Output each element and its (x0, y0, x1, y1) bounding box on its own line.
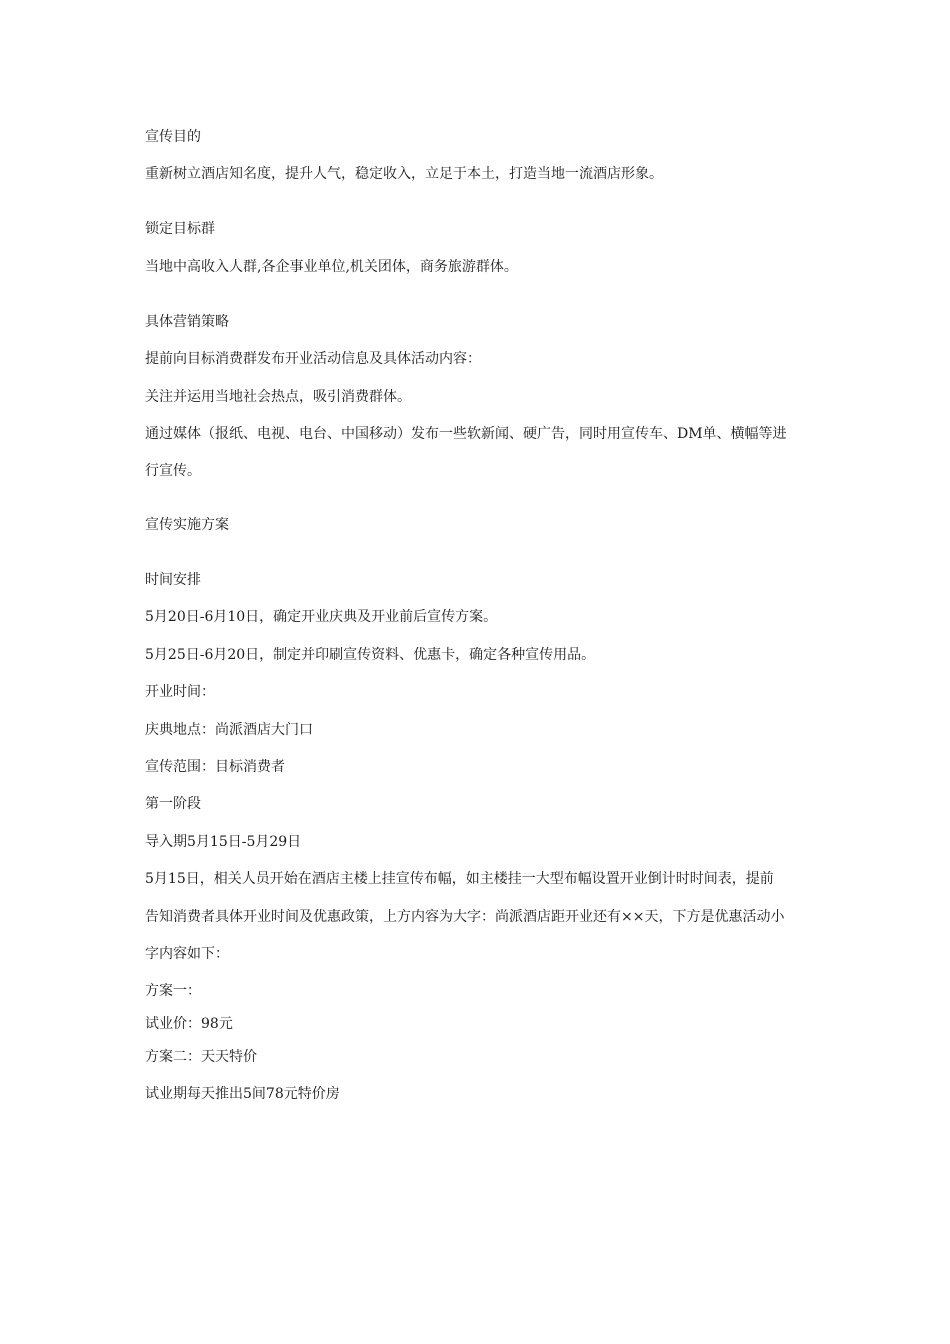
paragraph-strategy-3-line-1: 通过媒体（报纸、电视、电台、中国移动）发布一些软新闻、硬广告，同时用宣传车、DM单、横幅等进 (145, 426, 787, 442)
paragraph-schedule-1: 5月20日-6月10日，确定开业庆典及开业前后宣传方案。 (145, 609, 498, 625)
heading-schedule: 时间安排 (145, 572, 201, 588)
paragraph-target-group: 当地中高收入人群,各企事业单位,机关团体，商务旅游群体。 (145, 259, 518, 275)
heading-marketing-strategy: 具体营销策略 (145, 314, 229, 330)
paragraph-strategy-3-line-2: 行宣传。 (145, 463, 201, 479)
paragraph-intro-period: 导入期5月15日-5月29日 (145, 834, 302, 850)
paragraph-phase-one-line-2: 告知消费者具体开业时间及优惠政策，上方内容为大字：尚派酒店距开业还有××天，下方是优惠活动小 (145, 909, 785, 925)
paragraph-publicity-scope: 宣传范围：目标消费者 (145, 759, 285, 775)
paragraph-schedule-2: 5月25日-6月20日，制定并印刷宣传资料、优惠卡，确定各种宣传用品。 (145, 647, 596, 663)
heading-target-group: 锁定目标群 (145, 221, 215, 237)
paragraph-phase-one-line-3: 字内容如下： (145, 946, 229, 962)
paragraph-strategy-1: 提前向目标消费群发布开业活动信息及具体活动内容： (145, 351, 481, 367)
paragraph-purpose: 重新树立酒店知名度，提升人气，稳定收入，立足于本土，打造当地一流酒店形象。 (145, 166, 663, 182)
paragraph-phase-one-line-1: 5月15日，相关人员开始在酒店主楼上挂宣传布幅，如主楼挂一大型布幅设置开业倒计时时间表，提前 (145, 871, 774, 887)
paragraph-trial-price: 试业价：98元 (145, 1016, 233, 1032)
paragraph-opening-time: 开业时间： (145, 684, 215, 700)
paragraph-ceremony-location: 庆典地点：尚派酒店大门口 (145, 722, 313, 738)
heading-phase-one: 第一阶段 (145, 796, 201, 812)
heading-publicity-purpose: 宣传目的 (145, 129, 201, 145)
paragraph-daily-special: 试业期每天推出5间78元特价房 (145, 1086, 340, 1102)
heading-plan-one: 方案一： (145, 983, 201, 999)
paragraph-strategy-2: 关注并运用当地社会热点，吸引消费群体。 (145, 389, 411, 405)
heading-plan-two: 方案二：天天特价 (145, 1049, 257, 1065)
heading-implementation-plan: 宣传实施方案 (145, 517, 229, 533)
